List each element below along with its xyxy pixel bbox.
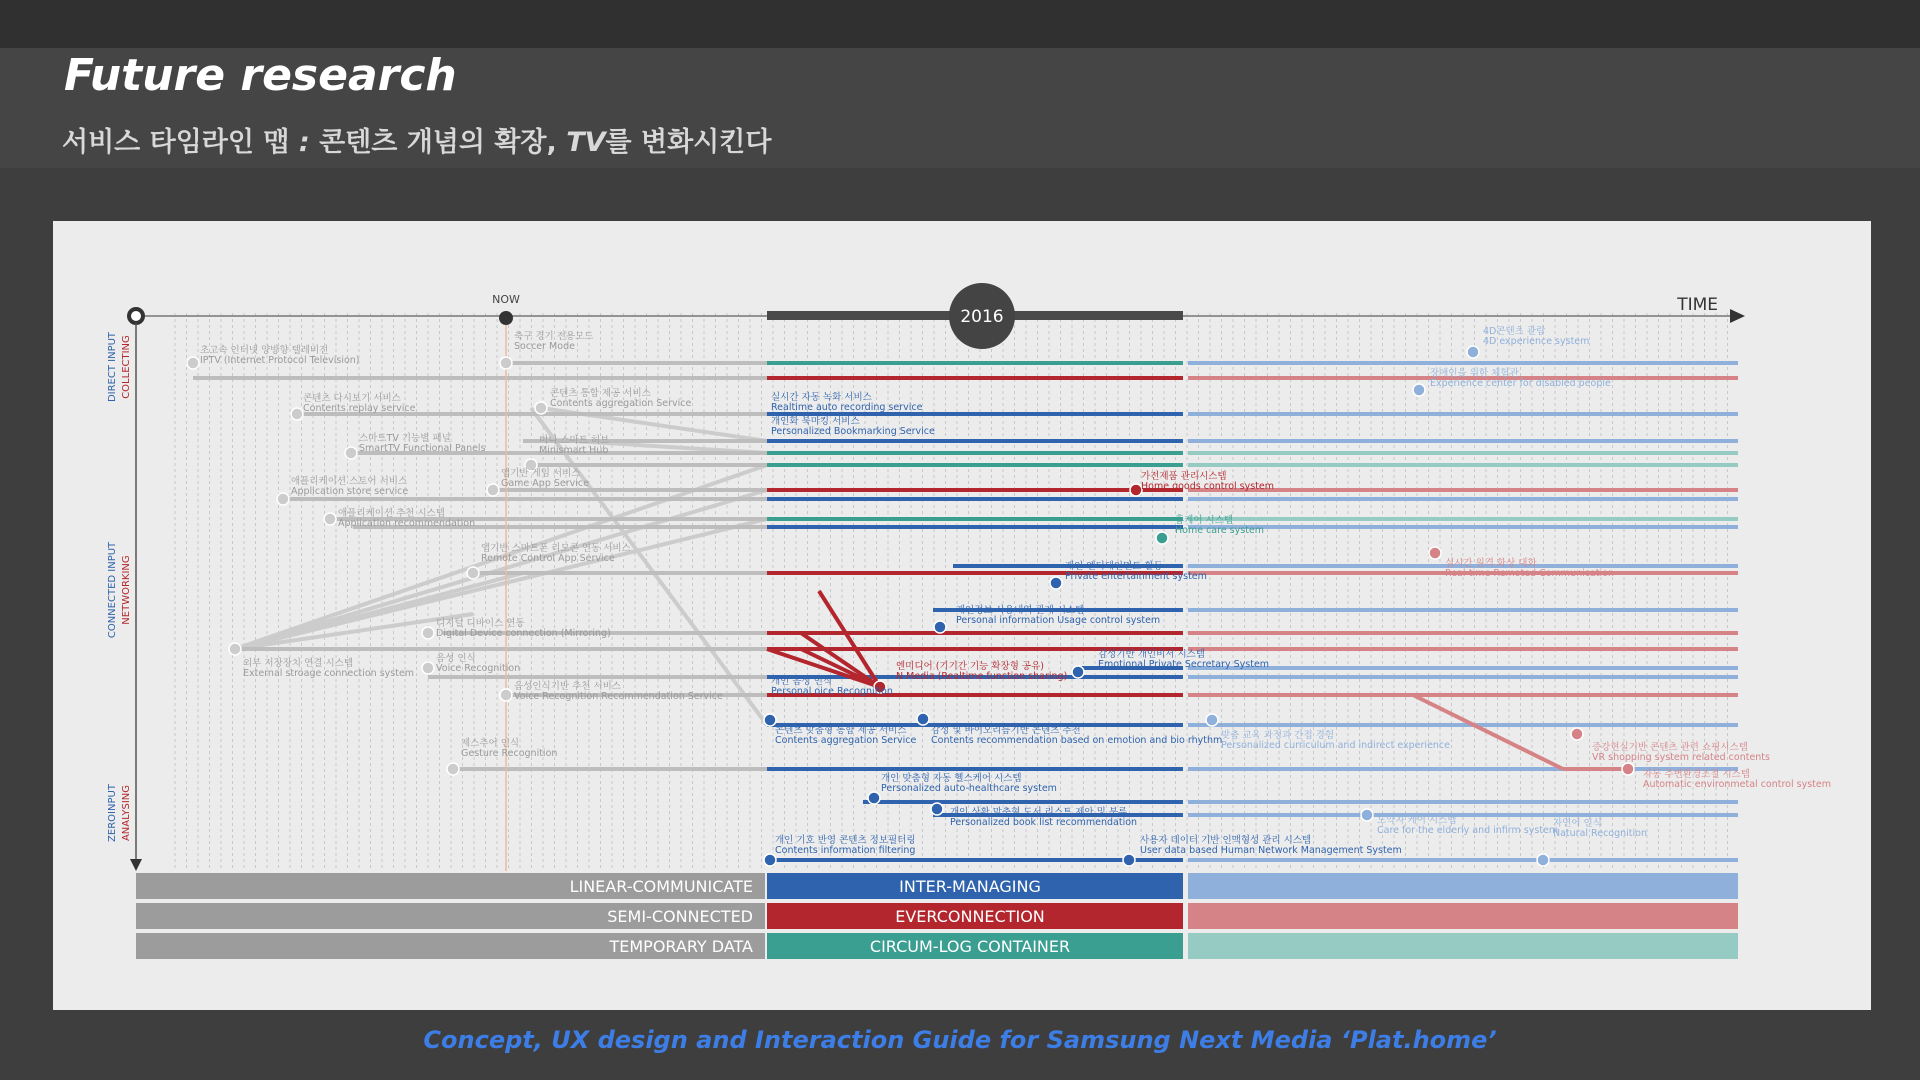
- future-service-dot: [1537, 854, 1549, 866]
- past-service-label-en: Application recommendation: [338, 518, 476, 529]
- legend-label-current: EVERCONNECTION: [895, 907, 1045, 926]
- subtitle-mid: 콘텐츠 개념의 확장,: [319, 127, 567, 158]
- legend-band-future: [1188, 873, 1738, 899]
- future-service-label-en: Real-time Remoted Communication: [1445, 568, 1614, 579]
- origin-ring-icon: [129, 309, 143, 323]
- category-arrow-icon: [130, 859, 142, 871]
- mid-service-label-en: Private entertainment system: [1065, 571, 1207, 582]
- future-service-label-en: Natural Recognition: [1553, 828, 1648, 839]
- past-service-label-en: Game App Service: [501, 478, 589, 489]
- future-service-label-ko: 실시간 원격 화상 대화: [1445, 558, 1537, 569]
- mid-service-label-ko: 가전제품 관리시스템: [1141, 471, 1227, 482]
- mid-service-label-ko: 실시간 자동 녹화 서비스: [771, 392, 872, 403]
- legend-label-past: TEMPORARY DATA: [609, 937, 753, 956]
- past-service-label-ko: 제스추어 인식: [461, 738, 520, 749]
- legend-label-current: CIRCUM-LOG CONTAINER: [869, 937, 1071, 956]
- mid-service-label-ko: 감성기반 개인비서 시스템: [1098, 649, 1205, 660]
- future-service-label-en: Automatic environmetal control system: [1643, 779, 1831, 790]
- past-service-label-en: External stroage connection system: [243, 668, 415, 679]
- year-label: 2016: [960, 307, 1004, 327]
- page-title: Future research: [64, 50, 457, 101]
- past-service-dot: [291, 408, 303, 420]
- page-subtitle: [62, 120, 771, 159]
- future-service-label-ko: 맞춤 교육 과정과 간접 경험: [1221, 730, 1335, 741]
- future-service-label-ko: 증강현실기반 콘텐츠 관련 쇼핑시스템: [1592, 742, 1748, 753]
- mid-service-label-ko: 감성 및 바이오리듬기반 콘텐츠 추천: [931, 725, 1081, 736]
- past-service-label-en: Minismart Hub: [539, 445, 609, 456]
- past-service-label-en: Contents aggregation Service: [550, 398, 692, 409]
- past-service-label-ko: 콘텐츠 통합 제공 서비스: [550, 388, 651, 399]
- legend-label-past: SEMI-CONNECTED: [607, 907, 753, 926]
- mid-service-label-en: Home goods control system: [1141, 481, 1275, 492]
- past-service-label-ko: 애플리케이션 스토어 서비스: [291, 476, 408, 487]
- past-service-label-en: Application store service: [291, 486, 409, 497]
- past-service-label-ko: 초고속 인터넷 양방향 텔레비전: [200, 345, 329, 356]
- past-service-dot: [187, 357, 199, 369]
- footer-caption: Concept, UX design and Interaction Guide for Samsung Next Media ‘Plat.home’: [423, 1026, 1497, 1054]
- past-service-label-en: Voice Recognition Recommendation Service: [514, 691, 723, 702]
- mid-service-label-en: Contents information filtering: [775, 845, 916, 856]
- mid-service-label-en: Contents recommendation based on emotion and bio rhythm: [931, 735, 1223, 746]
- past-service-label-ko: 디지털 디바이스 연동: [436, 618, 525, 629]
- past-service-label-ko: 음성인식기반 추천 서비스: [514, 681, 621, 692]
- future-service-label-ko: 자연어 인식: [1553, 818, 1602, 829]
- past-service-label-ko: 앱기반 게임 서비스: [501, 468, 581, 479]
- past-service-label-en: IPTV (Internet Protocol Television): [200, 355, 360, 366]
- future-service-dot: [1413, 384, 1425, 396]
- future-service-dot: [1467, 346, 1479, 358]
- past-service-dot: [535, 402, 547, 414]
- mid-service-label-en: N Media (Realtime function sharing): [896, 671, 1068, 682]
- subtitle-end: 를 변화시킨다: [605, 127, 772, 158]
- legend-band-future: [1188, 903, 1738, 929]
- past-service-label-en: Gesture Recognition: [461, 748, 558, 759]
- axis-label-line1: DIRECT INPUT: [107, 331, 118, 403]
- legend-label-past: LINEAR-COMMUNICATE: [569, 877, 753, 896]
- future-service-label-ko: 4D콘텐츠 관람: [1483, 326, 1546, 337]
- past-service-label-ko: 축구 경기 전용모드: [514, 331, 594, 342]
- future-service-label-en: VR shopping system related contents: [1592, 752, 1770, 763]
- mid-service-dot: [1123, 854, 1135, 866]
- mid-service-label-en: Contents aggregation Service: [775, 735, 917, 746]
- time-arrow-icon: [1730, 309, 1745, 323]
- past-service-dot: [422, 627, 434, 639]
- future-service-dot: [1622, 763, 1634, 775]
- past-service-dot: [422, 662, 434, 674]
- mid-service-label-en: Personalized Bookmarking Service: [771, 426, 935, 437]
- past-service-label-ko: 미니 스마트 허브: [539, 435, 610, 446]
- mid-service-label-ko: 사용자 데이터 기반 인맥형성 관리 시스템: [1140, 835, 1312, 846]
- mid-service-label-en: Personal information Usage control system: [956, 615, 1161, 626]
- mid-service-label-ko: 개인화 북마킹 서비스: [771, 416, 860, 427]
- future-service-label-en: Experience center for disabled people: [1430, 378, 1611, 389]
- mid-service-label-en: User data based Human Network Management System: [1140, 845, 1402, 856]
- subtitle-tv: TV: [566, 127, 606, 158]
- mid-service-label-en: Personalized auto-healthcare system: [881, 783, 1057, 794]
- axis-label-line2: NETWORKING: [121, 555, 132, 625]
- future-service-dot: [1571, 728, 1583, 740]
- axis-label-line1: CONNECTED INPUT: [107, 541, 118, 639]
- mid-service-label-ko: 콘텐츠 맞춤형 통합 제공 서비스: [775, 725, 907, 736]
- time-label: TIME: [1677, 295, 1718, 315]
- future-service-dot: [1206, 714, 1218, 726]
- past-service-label-en: Voice Recognition: [436, 663, 521, 674]
- past-service-label-en: Digital Device connection (Mirroring): [436, 628, 611, 639]
- past-service-label-ko: 스마트TV 기능별 패널: [359, 433, 451, 444]
- mid-service-dot: [1050, 577, 1062, 589]
- mid-service-label-ko: 개인 음성 인식: [771, 676, 833, 687]
- future-service-label-en: 4D experience system: [1483, 336, 1590, 347]
- mid-service-label-en: Personal oice Recognition: [771, 686, 893, 697]
- legend-band-future: [1188, 933, 1738, 959]
- future-service-label-ko: 자동 주변환경조절 시스템: [1643, 769, 1750, 780]
- past-service-dot: [487, 484, 499, 496]
- past-service-dot: [324, 513, 336, 525]
- mid-service-dot: [931, 803, 943, 815]
- mid-service-label-ko: 홈케어 시스템: [1175, 515, 1234, 526]
- past-service-label-ko: 콘텐츠 다시보기 서비스: [303, 393, 401, 404]
- mid-service-label-en: Realtime auto recording service: [771, 402, 923, 413]
- future-service-label-ko: 장애인을 위한 체험관: [1430, 368, 1519, 379]
- future-service-label-en: Care for the elderly and infirm system: [1377, 825, 1559, 836]
- past-service-dot: [467, 567, 479, 579]
- mid-service-label-en: Personalized book list recommendation: [950, 817, 1138, 828]
- mid-service-dot: [1072, 666, 1084, 678]
- top-bar: [0, 0, 1920, 48]
- axis-label-line2: COLLECTING: [121, 335, 132, 399]
- past-service-dot: [447, 763, 459, 775]
- past-service-dot: [500, 689, 512, 701]
- subtitle-prefix: 서비스 타임라인 맵: [62, 127, 299, 158]
- past-service-label-ko: 애플리케이션 추천 시스템: [338, 508, 445, 519]
- past-service-dot: [500, 357, 512, 369]
- past-service-label-ko: 외부 저장장치 연결 시스템: [243, 658, 354, 669]
- past-service-label-en: Soccer Mode: [514, 341, 575, 352]
- subtitle-sep: :: [298, 127, 320, 158]
- mid-service-label-en: Home care system: [1175, 525, 1265, 536]
- mid-service-label-ko: 개인 맞춤형 자동 헬스케어 시스템: [881, 773, 1022, 784]
- future-service-dot: [1429, 547, 1441, 559]
- mid-service-label-ko: 개인 상황 맞춤형 도서 리스트 제안 및 분류: [950, 807, 1128, 818]
- future-service-dot: [1361, 809, 1373, 821]
- timeline-map-panel: [53, 221, 1871, 1010]
- mid-service-dot: [934, 621, 946, 633]
- mid-service-label-ko: 엔미디어 (기기간 기능 확장형 공유): [896, 661, 1044, 672]
- mid-service-dot: [917, 713, 929, 725]
- mid-service-dot: [868, 792, 880, 804]
- mid-service-label-ko: 개인 기호 반영 콘텐츠 정보필터링: [775, 835, 916, 846]
- axis-label-line2: ANALYSING: [121, 784, 132, 842]
- future-service-label-en: Personalized curriculum and indirect experience: [1221, 740, 1450, 751]
- now-marker: [499, 311, 513, 325]
- mid-service-label-en: Emotional Private Secretary System: [1098, 659, 1270, 670]
- axis-label-line1: ZEROINPUT: [107, 784, 118, 842]
- connector-line: [1413, 695, 1563, 769]
- past-service-dot: [277, 493, 289, 505]
- legend-label-current: INTER-MANAGING: [899, 877, 1041, 896]
- mid-service-dot: [1156, 532, 1168, 544]
- past-service-label-en: SmartTV Functional Panels: [359, 443, 486, 454]
- past-service-label-ko: 앱기반 스마트폰 리모콘 연동 서비스: [481, 543, 631, 554]
- mid-service-label-ko: 개인 엔터테인먼트 활동: [1065, 561, 1163, 572]
- past-service-dot: [345, 447, 357, 459]
- now-label: NOW: [492, 293, 520, 306]
- future-service-label-ko: 노약자 케어 시스템: [1377, 815, 1457, 826]
- mid-service-label-ko: 개인정보 사용내역 관제 시스템: [956, 605, 1085, 616]
- past-service-label-en: Remote Control App Service: [481, 553, 615, 564]
- past-service-dot: [229, 643, 241, 655]
- past-service-label-en: Contents replay service: [303, 403, 416, 414]
- timeline-map: [53, 221, 1871, 1010]
- past-service-label-ko: 음성 인식: [436, 653, 476, 664]
